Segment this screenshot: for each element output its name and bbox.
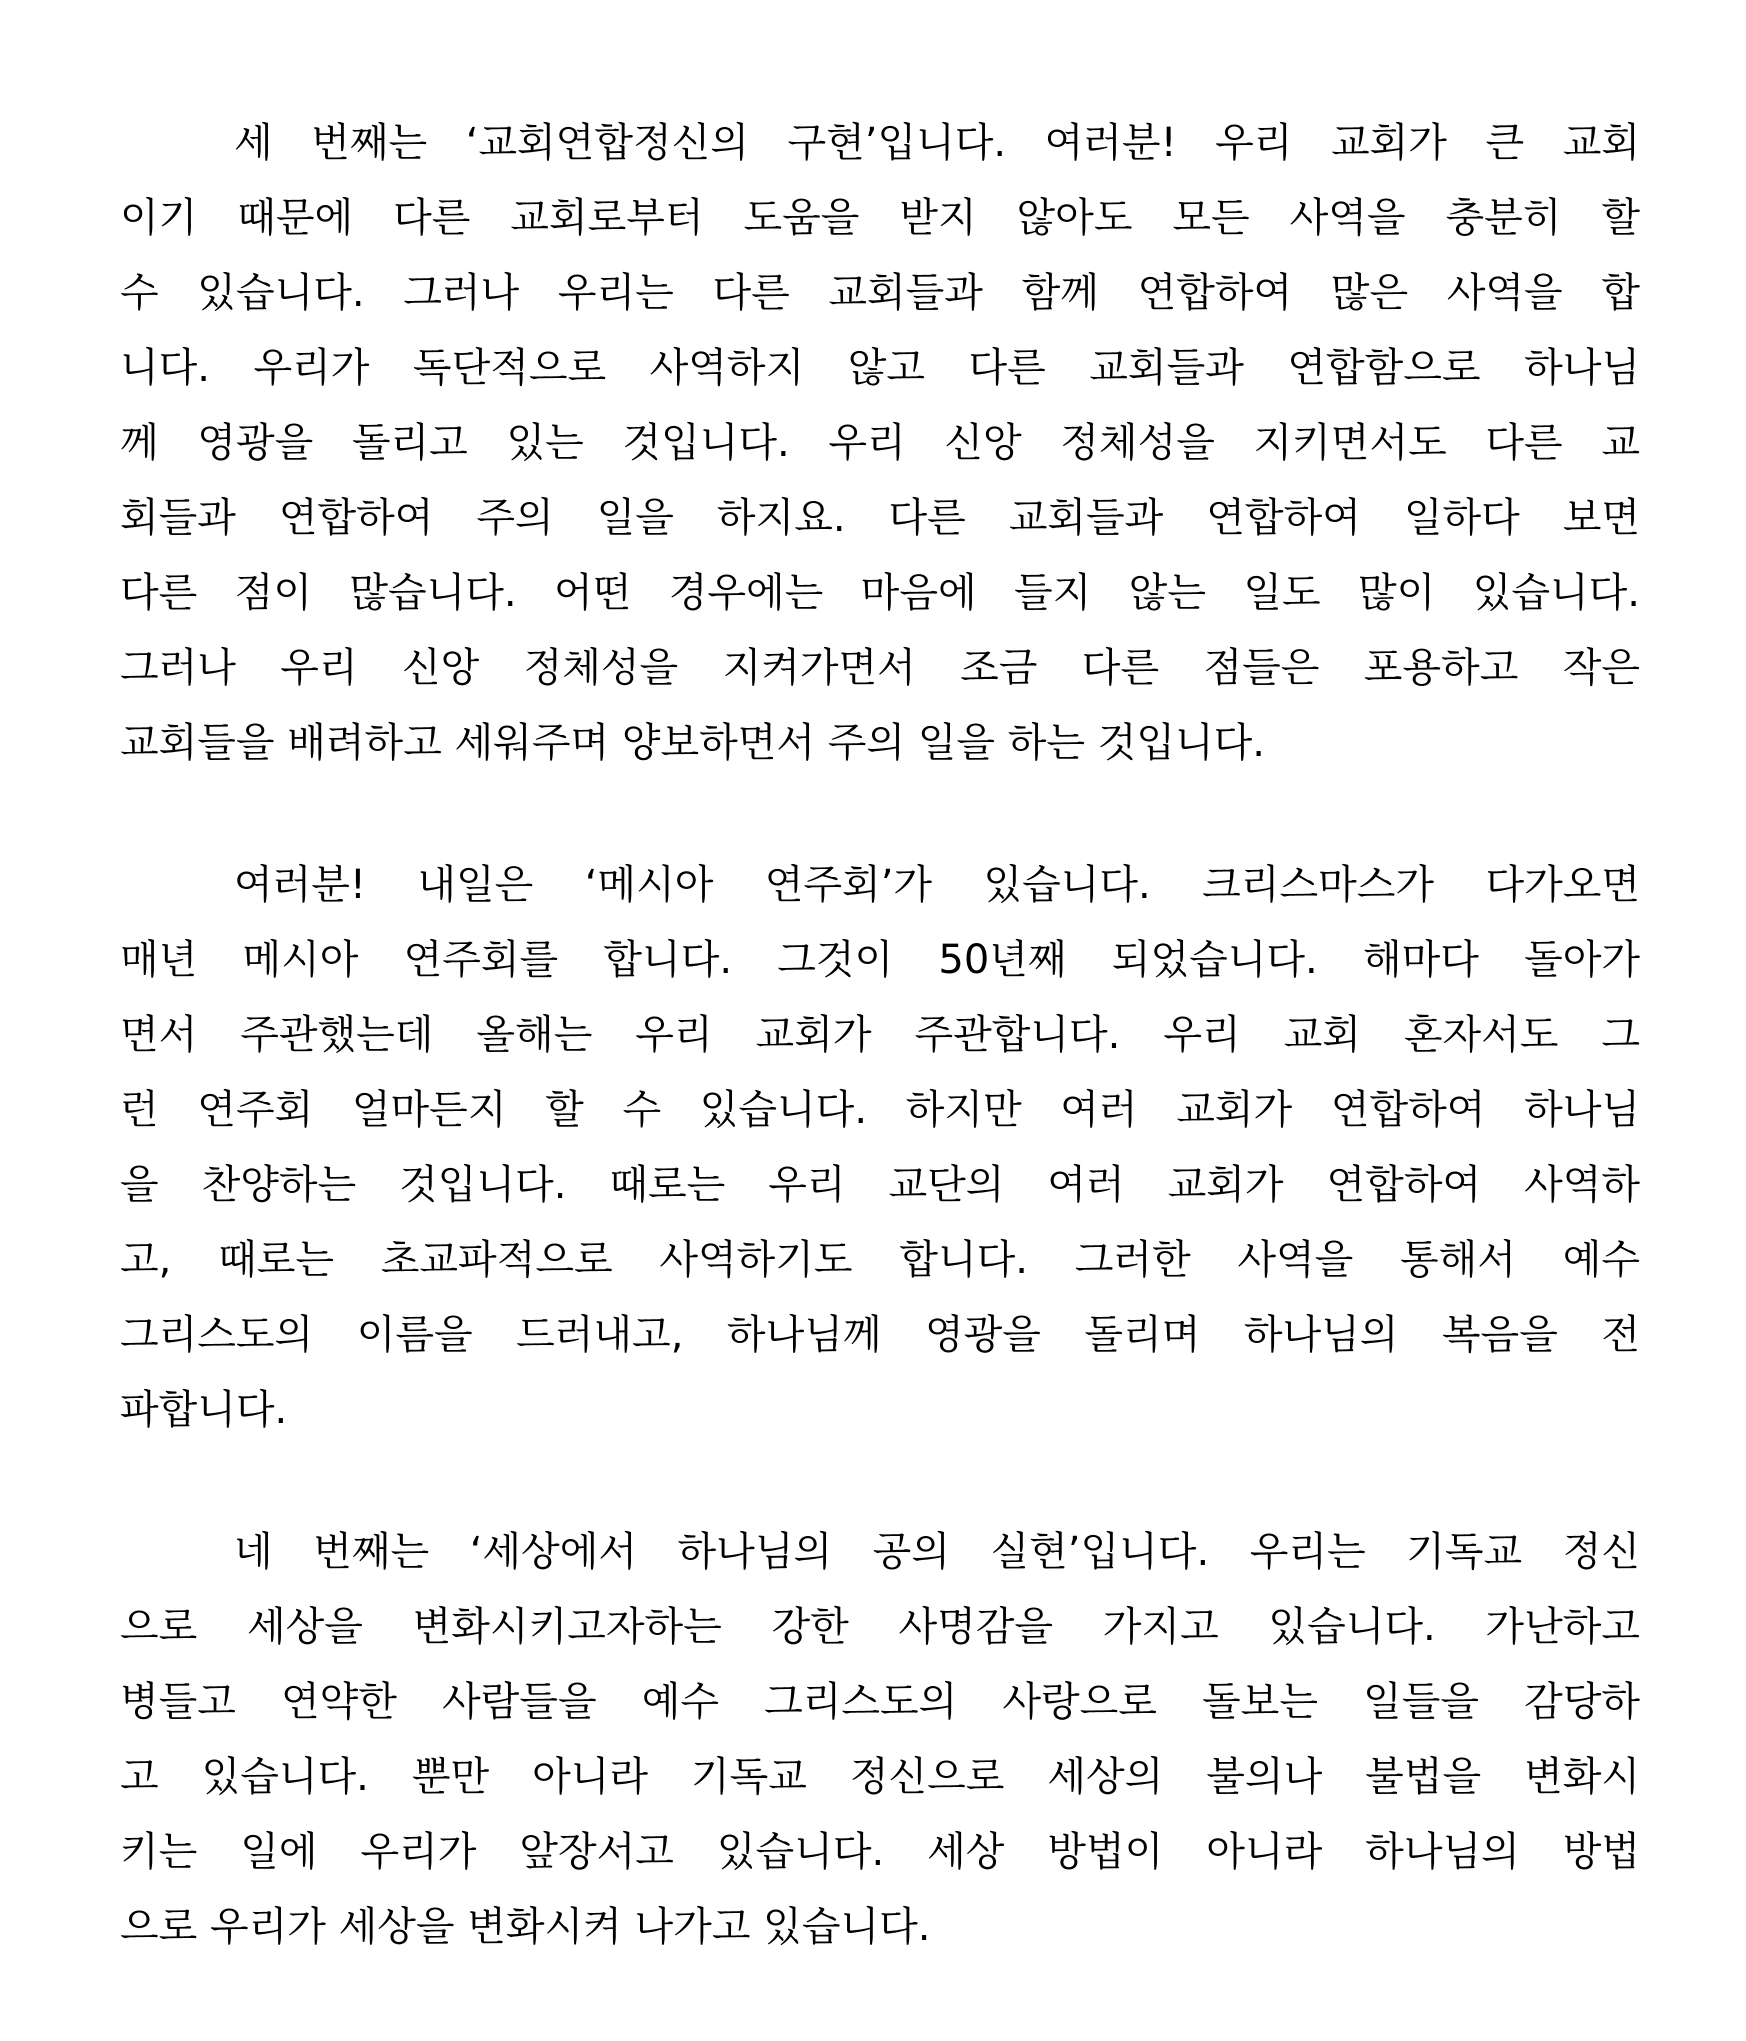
paragraph-line: 께 영광을 돌리고 있는 것입니다. 우리 신앙 정체성을 지키면서도 다른 교 [120, 420, 1640, 466]
paragraph-line: 파합니다. [120, 1387, 288, 1433]
paragraph-line: 네 번째는 ‘세상에서 하나님의 공의 실현’입니다. 우리는 기독교 정신 [234, 1529, 1640, 1575]
paragraph-line: 다른 점이 많습니다. 어떤 경우에는 마음에 들지 않는 일도 많이 있습니다. [120, 570, 1640, 616]
paragraph-line: 키는 일에 우리가 앞장서고 있습니다. 세상 방법이 아니라 하나님의 방법 [120, 1829, 1640, 1875]
paragraph-line: 여러분! 내일은 ‘메시아 연주회’가 있습니다. 크리스마스가 다가오면 [234, 862, 1640, 908]
paragraph-gods-justice [120, 1515, 1640, 1965]
paragraph-line: 이기 때문에 다른 교회로부터 도움을 받지 않아도 모든 사역을 충분히 할 [120, 195, 1640, 241]
paragraph-line: 병들고 연약한 사람들을 예수 그리스도의 사랑으로 돌보는 일들을 감당하 [120, 1679, 1640, 1725]
paragraph-line: 고 있습니다. 뿐만 아니라 기독교 정신으로 세상의 불의나 불법을 변화시 [120, 1754, 1640, 1800]
paragraph-church-union [120, 106, 1640, 781]
paragraph-line: 으로 세상을 변화시키고자하는 강한 사명감을 가지고 있습니다. 가난하고 [120, 1604, 1640, 1650]
paragraph-messiah-concert [120, 848, 1640, 1448]
paragraph-line: 회들과 연합하여 주의 일을 하지요. 다른 교회들과 연합하여 일하다 보면 [120, 495, 1640, 541]
paragraph-line: 매년 메시아 연주회를 합니다. 그것이 50년째 되었습니다. 해마다 돌아가 [120, 937, 1640, 983]
paragraph-line: 교회들을 배려하고 세워주며 양보하면서 주의 일을 하는 것입니다. [120, 720, 1265, 766]
paragraph-line: 면서 주관했는데 올해는 우리 교회가 주관합니다. 우리 교회 혼자서도 그 [120, 1012, 1640, 1058]
paragraph-line: 니다. 우리가 독단적으로 사역하지 않고 다른 교회들과 연합함으로 하나님 [120, 345, 1640, 391]
paragraph-line: 그리스도의 이름을 드러내고, 하나님께 영광을 돌리며 하나님의 복음을 전 [120, 1312, 1640, 1358]
paragraph-line: 세 번째는 ‘교회연합정신의 구현’입니다. 여러분! 우리 교회가 큰 교회 [234, 120, 1640, 166]
paragraph-line: 으로 우리가 세상을 변화시켜 나가고 있습니다. [120, 1904, 931, 1950]
paragraph-line: 런 연주회 얼마든지 할 수 있습니다. 하지만 여러 교회가 연합하여 하나님 [120, 1087, 1640, 1133]
paragraph-line: 을 찬양하는 것입니다. 때로는 우리 교단의 여러 교회가 연합하여 사역하 [120, 1162, 1640, 1208]
paragraph-line: 그러나 우리 신앙 정체성을 지켜가면서 조금 다른 점들은 포용하고 작은 [120, 645, 1640, 691]
paragraph-line: 수 있습니다. 그러나 우리는 다른 교회들과 함께 연합하여 많은 사역을 합 [120, 270, 1640, 316]
paragraph-line: 고, 때로는 초교파적으로 사역하기도 합니다. 그러한 사역을 통해서 예수 [120, 1237, 1640, 1283]
